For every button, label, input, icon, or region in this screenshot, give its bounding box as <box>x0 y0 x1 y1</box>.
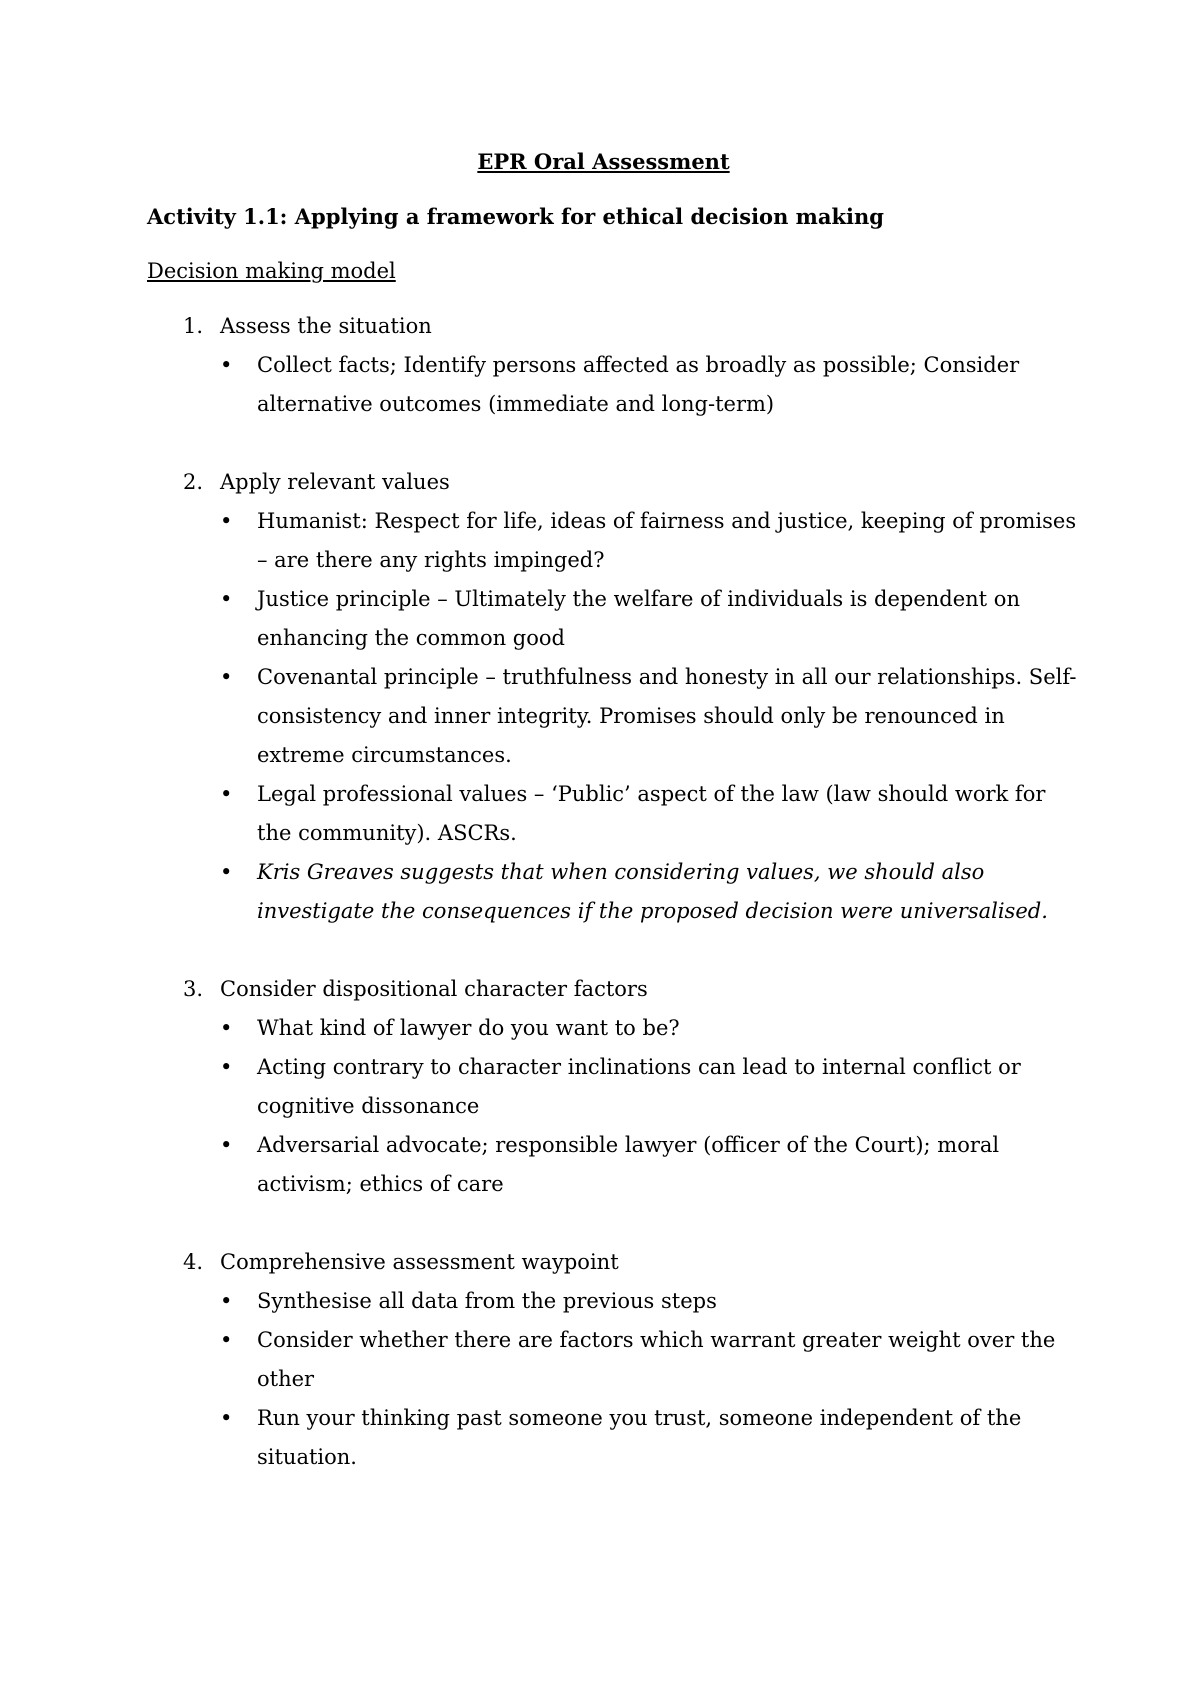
step-heading-text: Apply relevant values <box>220 470 450 494</box>
bullet-icon: • <box>220 1406 233 1430</box>
bullet-text: Collect facts; Identify persons affected as broadly as possible; Consider alternative outcomes (immediate and long-term) <box>257 353 1020 416</box>
step-item <box>147 1243 1080 1477</box>
bullet-item <box>147 580 1080 658</box>
step-heading-text: Comprehensive assessment waypoint <box>220 1250 619 1274</box>
step-bullet-list <box>147 1282 1080 1477</box>
bullet-item <box>147 346 1080 424</box>
bullet-text: Run your thinking past someone you trust, someone independent of the situation. <box>257 1406 1022 1469</box>
steps-list <box>147 307 1080 1477</box>
bullet-text: Synthesise all data from the previous steps <box>257 1289 717 1313</box>
step-number: 3. <box>183 977 204 1001</box>
bullet-icon: • <box>220 353 233 377</box>
bullet-text-italic: Kris Greaves suggests that when considering values, we should also investigate the consequences if the proposed decision were universalised. <box>257 860 1048 923</box>
bullet-text: Humanist: Respect for life, ideas of fairness and justice, keeping of promises – are there any rights impinged? <box>257 509 1077 572</box>
bullet-icon: • <box>220 1055 233 1079</box>
bullet-item <box>147 853 1080 931</box>
bullet-item <box>147 1282 1080 1321</box>
bullet-item <box>147 502 1080 580</box>
activity-heading: Activity 1.1: Applying a framework for ethical decision making <box>147 204 884 229</box>
step-number: 2. <box>183 470 204 494</box>
step-heading-text: Consider dispositional character factors <box>220 977 648 1001</box>
step-bullet-list <box>147 1009 1080 1204</box>
bullet-item <box>147 1126 1080 1204</box>
bullet-item <box>147 1321 1080 1399</box>
bullet-icon: • <box>220 1016 233 1040</box>
bullet-text: Legal professional values – ‘Public’ aspect of the law (law should work for the community). ASCRs. <box>257 782 1046 845</box>
bullet-text: Covenantal principle – truthfulness and honesty in all our relationships. Self-consistency and inner integrity. Promises should only be renounced in extreme circumstances. <box>257 665 1077 767</box>
bullet-item <box>147 1009 1080 1048</box>
step-bullet-list <box>147 346 1080 424</box>
bullet-icon: • <box>220 509 233 533</box>
section-subheading: Decision making model <box>147 259 396 283</box>
bullet-icon: • <box>220 1133 233 1157</box>
bullet-icon: • <box>220 665 233 689</box>
bullet-item <box>147 1048 1080 1126</box>
step-heading <box>147 1243 1080 1282</box>
bullet-text: What kind of lawyer do you want to be? <box>257 1016 680 1040</box>
step-heading <box>147 463 1080 502</box>
step-heading <box>147 970 1080 1009</box>
bullet-text: Acting contrary to character inclinations can lead to internal conflict or cognitive dissonance <box>257 1055 1021 1118</box>
bullet-icon: • <box>220 860 233 884</box>
bullet-text: Consider whether there are factors which warrant greater weight over the other <box>257 1328 1056 1391</box>
step-item <box>147 307 1080 424</box>
step-number: 4. <box>183 1250 204 1274</box>
bullet-icon: • <box>220 587 233 611</box>
step-item <box>147 463 1080 931</box>
step-item <box>147 970 1080 1204</box>
step-bullet-list <box>147 502 1080 931</box>
bullet-item <box>147 775 1080 853</box>
step-number: 1. <box>183 314 204 338</box>
bullet-text: Adversarial advocate; responsible lawyer (officer of the Court); moral activism; ethics of care <box>257 1133 1000 1196</box>
bullet-item <box>147 1399 1080 1477</box>
step-heading-text: Assess the situation <box>220 314 432 338</box>
document-title: EPR Oral Assessment <box>477 149 730 174</box>
bullet-text: Justice principle – Ultimately the welfare of individuals is dependent on enhancing the common good <box>257 587 1020 650</box>
bullet-icon: • <box>220 782 233 806</box>
bullet-item <box>147 658 1080 775</box>
step-heading <box>147 307 1080 346</box>
bullet-icon: • <box>220 1328 233 1352</box>
bullet-icon: • <box>220 1289 233 1313</box>
